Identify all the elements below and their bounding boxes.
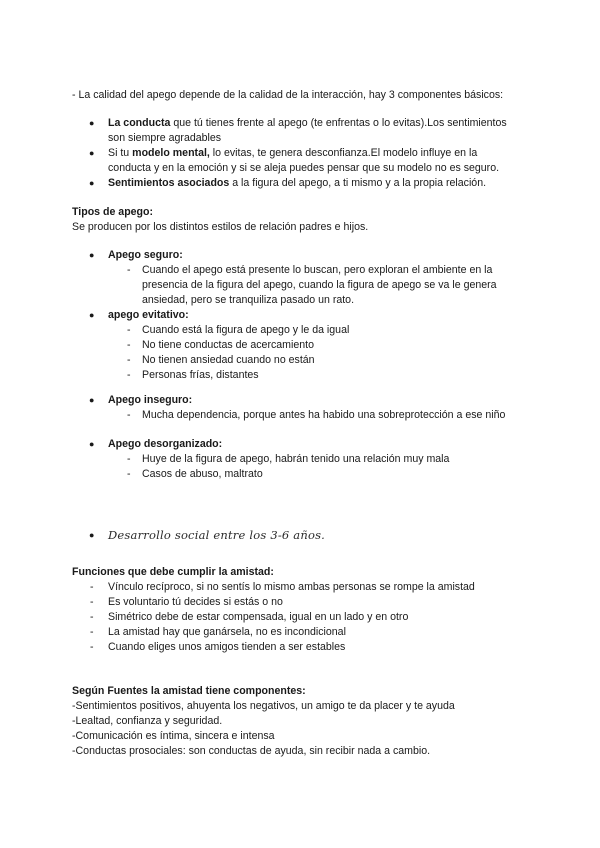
list-item: - Casos de abuso, maltrato	[127, 468, 263, 480]
list-item: - Cuando está la figura de apego y le da igual	[127, 324, 350, 336]
list-item	[72, 308, 542, 323]
tipos-list	[72, 248, 542, 383]
components-list	[72, 116, 542, 191]
list-item-continuation: ansiedad, pero se tranquiliza pasado un rato.	[142, 294, 355, 306]
list-item: - Simétrico debe de estar compensada, igual en un lado y en otro	[90, 611, 409, 623]
list-item: -Comunicación es íntima, sincera e intensa	[72, 730, 275, 742]
component-term: La conducta	[108, 117, 171, 129]
list-item: -Sentimientos positivos, ahuyenta los negativos, un amigo te da placer y te ayuda	[72, 700, 455, 712]
list-item	[72, 248, 542, 263]
tipo-title: Apego inseguro:	[108, 394, 193, 406]
component-text: conducta y en la emoción y si se aleja puedes pensar que su modelo no es seguro.	[108, 162, 500, 174]
list-item	[72, 437, 542, 452]
bullet-icon: ●	[89, 530, 95, 540]
fuentes-list	[72, 699, 542, 759]
list-item: - No tiene conductas de acercamiento	[127, 339, 314, 351]
list-item: -Lealtad, confianza y seguridad.	[72, 715, 223, 727]
tipo-title: apego evitativo:	[108, 309, 189, 321]
list-item-continuation: presencia de la figura del apego, cuando la figura de apego se va le genera	[142, 279, 497, 291]
funciones-list	[72, 580, 542, 655]
bullet-icon: ●	[89, 178, 95, 188]
handwritten-note	[72, 528, 542, 543]
tipos-list-inseguro	[72, 393, 542, 423]
list-item: ● Desarrollo social entre los 3-6 años.	[89, 528, 326, 542]
bullet-icon: ●	[89, 250, 95, 260]
component-text: son siempre agradables	[108, 132, 222, 144]
list-item	[72, 393, 542, 408]
tipo-title: Apego seguro:	[108, 249, 183, 261]
tipo-title: Apego desorganizado:	[108, 438, 223, 450]
bullet-icon: ●	[89, 395, 95, 405]
list-item	[72, 176, 542, 191]
tipos-list-desorganizado	[72, 437, 542, 482]
intro-text: - La calidad del apego depende de la calidad de la interacción, hay 3 componentes básicos:	[72, 89, 504, 101]
bullet-icon: ●	[89, 148, 95, 158]
list-item: - Cuando eliges unos amigos tienden a ser estables	[90, 641, 346, 653]
section-heading-fuentes: Según Fuentes la amistad tiene componentes:	[72, 685, 306, 697]
bullet-icon: ●	[89, 310, 95, 320]
section-heading-tipos: Tipos de apego:	[72, 206, 154, 218]
component-text: que tú tienes frente al apego (te enfrentas o lo evitas).Los sentimientos	[170, 117, 507, 129]
component-text: Si tu	[108, 147, 133, 159]
list-item: -Conductas prosociales: son conductas de ayuda, sin recibir nada a cambio.	[72, 745, 431, 757]
component-term: modelo mental,	[132, 147, 210, 159]
list-item	[72, 116, 542, 146]
tipos-subtitle: Se producen por los distintos estilos de relación padres e hijos.	[72, 221, 369, 233]
section-heading-funciones: Funciones que debe cumplir la amistad:	[72, 566, 274, 578]
bullet-icon: ●	[89, 118, 95, 128]
list-item: - Personas frías, distantes	[127, 369, 259, 381]
list-item	[72, 146, 542, 176]
component-text: a la figura del apego, a ti mismo y a la propia relación.	[229, 177, 487, 189]
component-text: lo evitas, te genera desconfianza.El modelo influye en la	[209, 147, 478, 159]
list-item: - Vínculo recíproco, si no sentís lo mismo ambas personas se rompe la amistad	[90, 581, 475, 593]
list-item: - Mucha dependencia, porque antes ha habido una sobreprotección a ese niño	[127, 409, 506, 421]
list-item: - No tienen ansiedad cuando no están	[127, 354, 315, 366]
component-term: Sentimientos asociados	[108, 177, 230, 189]
list-item: - Cuando el apego está presente lo buscan, pero exploran el ambiente en la	[127, 264, 493, 276]
list-item: - La amistad hay que ganársela, no es incondicional	[90, 626, 346, 638]
list-item: - Huye de la figura de apego, habrán tenido una relación muy mala	[127, 453, 450, 465]
list-item: - Es voluntario tú decides si estás o no	[90, 596, 283, 608]
bullet-icon: ●	[89, 439, 95, 449]
